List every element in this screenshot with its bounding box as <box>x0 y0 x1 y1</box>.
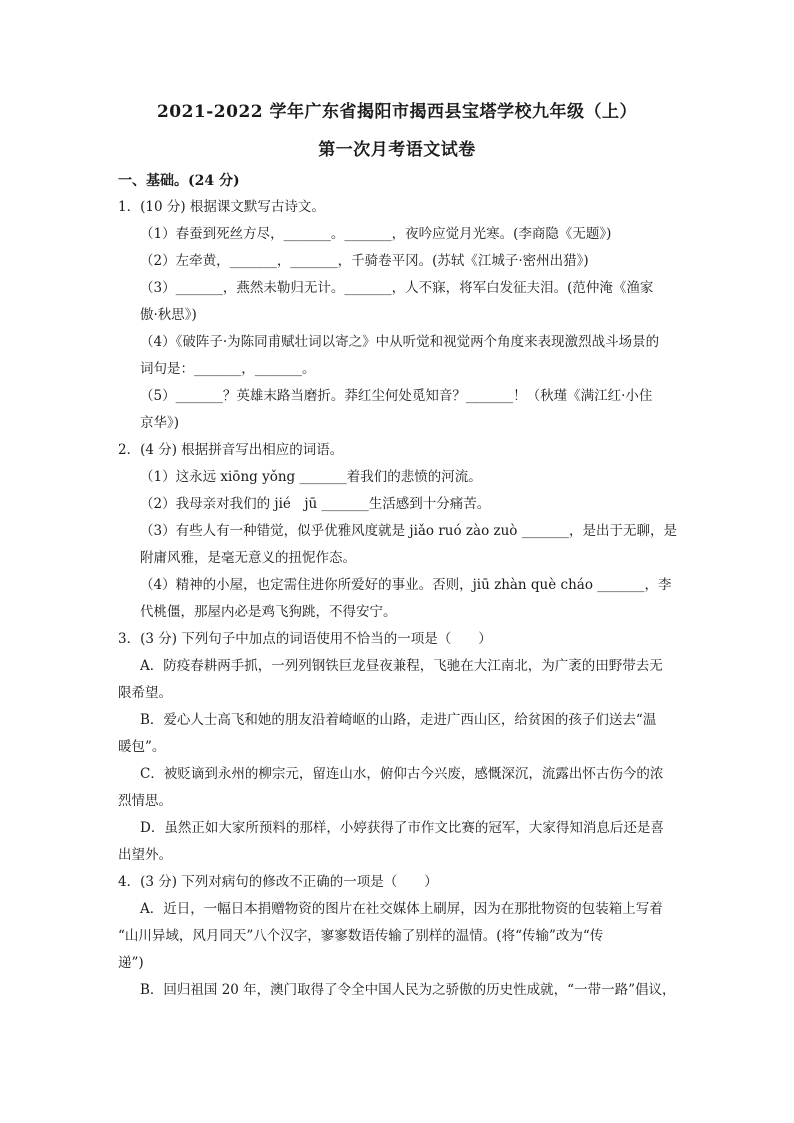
q2-item-4: （4）精神的小屋，也定需住进你所爱好的事业。否则，jiū zhàn què cháo _______，李 <box>140 577 672 593</box>
q3-option-c-cont: 烈情思。 <box>118 793 172 809</box>
q3-option-b: B．爱心人士高飞和她的朋友沿着崎岖的山路，走进广西山区，给贫困的孩子们送去“温 <box>140 712 657 728</box>
q3-option-d-cont: 出望外。 <box>118 847 172 863</box>
q1-item-5: （5）_______？英雄末路当磨折。莽红尘何处觅知音？_______！（秋瑾《满江红·小住 <box>140 388 653 404</box>
q1-item-3: （3）_______，燕然未勒归无计。_______，人不寐，将军白发征夫泪。(范仲淹《渔家 <box>140 280 654 296</box>
question-2: 2．(4 分) 根据拼音写出相应的词语。 <box>118 442 344 458</box>
q4-option-a-cont2: 递”) <box>118 955 144 971</box>
q4-option-b: B．回归祖国 20 年，澳门取得了令全中国人民为之骄傲的历史性成就，“一带一路”倡议， <box>140 982 676 998</box>
q2-item-3: （3）有些人有一种错觉，似乎优雅风度就是 jiǎo ruó zào zuò _______，是出于无聊，是 <box>140 523 677 539</box>
q2-item-4-cont: 代桃僵，那屋内必是鸡飞狗跳，不得安宁。 <box>140 604 397 620</box>
q3-option-a: A．防疫春耕两手抓，一列列钢铁巨龙昼夜兼程，飞驰在大江南北，为广袤的田野带去无 <box>140 658 663 674</box>
q1-item-5-cont: 京华》) <box>140 415 180 431</box>
q3-option-c: C．被贬谪到永州的柳宗元，留连山水，俯仰古今兴废，感慨深沉，流露出怀古伤今的浓 <box>140 766 664 782</box>
exam-title-line2: 第一次月考语文试卷 <box>318 140 476 160</box>
q1-item-2: （2）左牵黄，_______，_______，千骑卷平冈。(苏轼《江城子·密州出猎》) <box>140 253 589 269</box>
q3-option-d: D．虽然正如大家所预料的那样，小婷获得了市作文比赛的冠军，大家得知消息后还是喜 <box>140 820 664 836</box>
section-heading: 一、基础。(24 分) <box>118 173 240 189</box>
q3-option-b-cont: 暖包”。 <box>118 739 166 755</box>
question-1: 1．(10 分) 根据课文默写古诗文。 <box>118 199 325 215</box>
q1-item-1: （1）春蚕到死丝方尽，_______。_______，夜吟应觉月光寒。(李商隐《无题》) <box>140 226 612 242</box>
q4-option-a: A．近日，一幅日本捐赠物资的图片在社交媒体上刷屏，因为在那批物资的包装箱上写着 <box>140 901 663 917</box>
q3-option-a-cont: 限希望。 <box>118 685 172 701</box>
q1-item-4: （4）《破阵子·为陈同甫赋壮词以寄之》中从听觉和视觉两个角度来表现激烈战斗场景的 <box>140 334 660 350</box>
q1-item-3-cont: 傲·秋思》) <box>140 307 197 323</box>
q2-item-2: （2）我母亲对我们的 jié jū _______生活感到十分痛苦。 <box>140 496 491 512</box>
q4-option-a-cont: “山川异域，风月同天”八个汉字，寥寥数语传输了别样的温情。(将“传输”改为“传 <box>118 928 604 944</box>
q2-item-3-cont: 附庸风雅，是毫无意义的扭怩作态。 <box>140 550 356 566</box>
question-4: 4．(3 分) 下列对病句的修改不正确的一项是（ ） <box>118 874 438 890</box>
q2-item-1: （1）这永远 xiōng yǒng _______着我们的悲愤的河流。 <box>140 469 482 485</box>
exam-title-line1: 2021-2022 学年广东省揭阳市揭西县宝塔学校九年级（上） <box>156 102 638 122</box>
q1-item-4-cont: 词句是：_______，_______。 <box>140 361 316 377</box>
question-3: 3．(3 分) 下列句子中加点的词语使用不恰当的一项是（ ） <box>118 631 492 647</box>
